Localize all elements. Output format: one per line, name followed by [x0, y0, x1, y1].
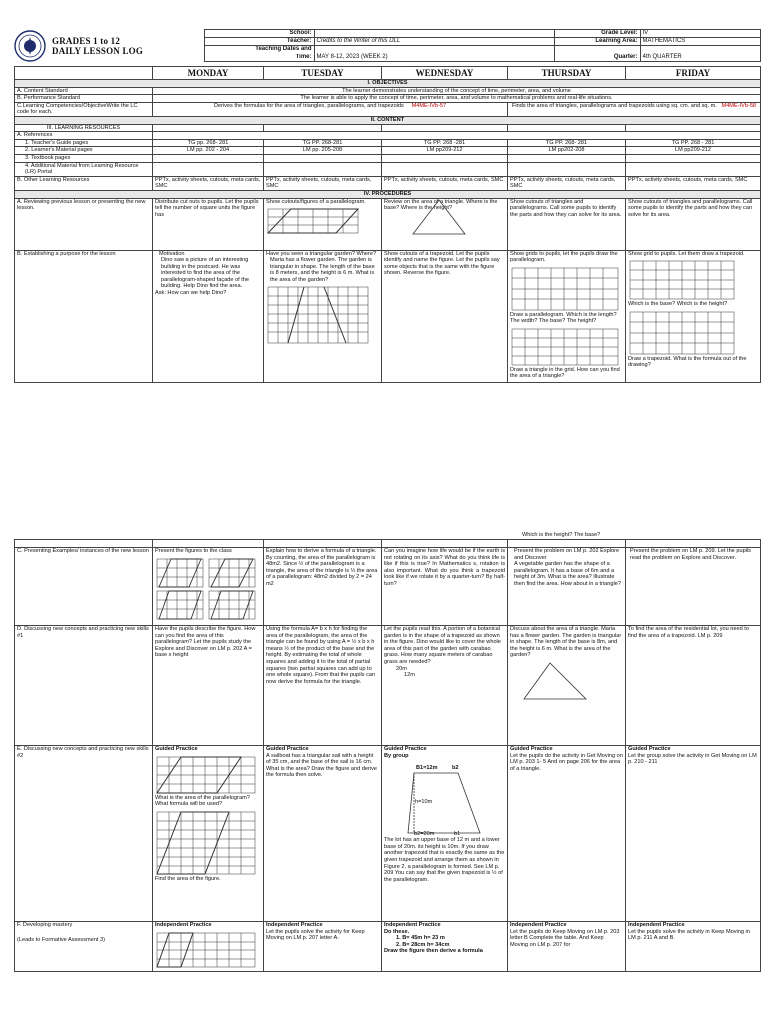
proc-f-tue-text: Let the pupils solve the activity for Keep Moving on LM p. 207 letter A.	[266, 928, 365, 942]
proc-f-wed-do: Do these.	[384, 928, 410, 935]
proc-a-wed	[382, 198, 508, 250]
additional-label: 4. Additional Material from Learning Resource (LR) Portal	[15, 162, 153, 176]
proc-b-mon	[153, 250, 264, 382]
dll-table-page1	[14, 66, 761, 383]
independent-grid	[155, 931, 259, 969]
lm-label: 2. Learner's Material pages	[15, 147, 153, 155]
proc-f-fri	[626, 922, 761, 972]
triangle-grid-figure	[266, 285, 372, 345]
proc-e-wed-text: The lot has an upper base of 12 m and a lower base of 20m. its height is 10m. If you draw another trapezoid that is exactly the same as the given trapezoid and arrange them as shown in Figure 2, a parallelogram is formed. See LM p. 209 You can say that the given trapezoid is ½ of the parallelogram.	[384, 837, 505, 883]
proc-b-tue	[264, 250, 382, 382]
dates-value: MAY 8-12, 2023 (WEEK 2)	[314, 46, 554, 62]
proc-e-tue-guided: Guided Practice	[266, 746, 309, 752]
proc-c-tue: Explain how to derive a formula of a triangle. By counting, the area of the parallelogram is 48m2. Since ½ of the parallelogram is a triangle, the area of the triangle is ½ the area of a parallelogram: 48m2 divided by 2 = 24 m2	[264, 548, 382, 626]
proc-b-thu-1: Show grids to pupils, let the pupils draw the parallelogram.	[510, 250, 618, 264]
proc-f-mon	[153, 922, 264, 972]
proc-f-wed-item2: 2. B= 28cm h= 34cm	[396, 941, 450, 948]
proc-e-thu-guided: Guided Practice	[510, 746, 553, 752]
proc-c-thu-1: Present the problem on LM p. 202 Explore and Discover	[514, 548, 620, 561]
proc-c-label: C. Presenting Examples/ instances of the new lesson	[15, 548, 153, 626]
proc-d-fri: To find the area of the residential lot, you need to find the area of a trapezoid. LM p. 209	[626, 626, 761, 746]
dll-table-page2	[14, 539, 761, 972]
competency-label: C.Learning Competencies/ObjectiveWrite the LC code for each.	[15, 102, 153, 116]
proc-a-wed-text: Review on the area of a triangle. Where is the base? Where is the height?	[384, 198, 498, 212]
proc-d-tue: Using the formula A= b x h for finding the area of the parallelogram, the area of the triangle can be found by using A = ½ x b x h means ½ of the product of the base and the height. By estimating the total of whole squares and adding it to the total of partial squares (two partial squares can add up to one whole square). From that the pupils can now derive the formula for the triangle.	[264, 626, 382, 746]
textbook-label: 3. Textbook pages	[15, 154, 153, 162]
proc-f-label-2: (Leads to Formative Assessment 3)	[17, 936, 105, 943]
thursday-carry-text: Which is the height? The base?	[522, 532, 601, 538]
parallelogram-examples-figure	[155, 557, 259, 623]
proc-f-wed	[382, 922, 508, 972]
lm-thu: LM pp202-208	[508, 147, 626, 155]
tg-thu: TG PP. 268- 281	[508, 139, 626, 147]
proc-c-fri: Present the problem on LM p. 209. Let the pupils read the problem on Explore and Discover.	[626, 548, 761, 626]
proc-c-thu-2: A vegetable garden has the shape of a parallelogram. It has a base of 6m and a height of 3m. What is the area? Illustrate then find the area. How about in a triangle?	[514, 561, 621, 587]
thursday-grid-2	[510, 327, 622, 367]
proc-b-label: B. Establishing a purpose for the lesson	[15, 250, 153, 382]
proc-a-tue	[264, 198, 382, 250]
proc-f-thu	[508, 922, 626, 972]
dates-label-1: Teaching Dates and	[204, 46, 314, 55]
tg-label: 1. Teacher's Guide pages	[15, 139, 153, 147]
lm-mon: LM pp. 202 - 204	[153, 147, 264, 155]
lm-tue: LM pp. 205-208	[264, 147, 382, 155]
proc-e-fri	[626, 746, 761, 922]
proc-e-mon	[153, 746, 264, 922]
thursday-grid-1	[510, 266, 622, 312]
proc-f-mon-independent: Independent Practice	[155, 922, 212, 928]
proc-b-fri-3: Draw a trapezoid. What is the formula out of the drawing?	[628, 355, 747, 369]
other-mon: PPTx, activity sheets, cutouts, meta cards, SMC	[153, 176, 264, 190]
competency-2	[508, 102, 761, 116]
tg-tue: TG PP. 268-281	[264, 139, 382, 147]
proc-f-label-1: F. Developing mastery	[17, 922, 73, 928]
day-thursday: THURSDAY	[508, 67, 626, 80]
proc-f-wed-item1: 1. B= 45m h= 23 m	[396, 935, 445, 942]
proc-b-fri-2: Which is the base? Which is the height?	[628, 301, 728, 308]
proc-e-wed-guided: Guided Practice	[384, 746, 427, 752]
proc-f-thu-text: Let the pupils do Keep Moving on LM p. 203 letter B Complete the table. And Keep Moving on LM p. 207 for	[510, 928, 620, 948]
proc-f-fri-text: Let the pupils solve the activity in Keep Moving in LM p. 211 A and B.	[628, 928, 750, 942]
content-heading: II. CONTENT	[15, 116, 761, 124]
deped-seal-icon	[14, 30, 46, 62]
competency-1-code: M4ME-IVb-57	[411, 102, 447, 109]
proc-b-wed: Show cutouts of a trapezoid. Let the pupils identify and name the figure. Let the pupils say some objects that is the same with the figure shown. Reverse the figure.	[382, 250, 508, 382]
proc-d-mon: Have the pupils describe the figure. How can you find the area of this parallelogram? Let the pupils study the Explore and Discover on LM p. 202 A = base x height	[153, 626, 264, 746]
trap-h-label: h=10m	[415, 799, 433, 806]
area-label: Learning Area:	[554, 38, 640, 46]
teacher-label: Teacher:	[204, 38, 314, 46]
content-standard-label: A. Content Standard	[15, 87, 153, 95]
proc-a-fri: Show cutouts of triangles and parallelograms. Call some pupils to identify the parts and how they can solve for its area.	[626, 198, 761, 250]
trapezoid-figure	[384, 759, 505, 837]
lm-wed: LM pp209-212	[382, 147, 508, 155]
parallelogram-grid-figure	[266, 207, 366, 235]
proc-e-mon-find: Find the area of the figure.	[155, 875, 221, 882]
performance-standard-text: The learner is able to apply the concept of time, perimeter, area, and volume to mathematical problems and real-life situations.	[153, 95, 761, 103]
proc-f-tue	[264, 922, 382, 972]
other-thu: PPTx, activity sheets, cutouts, meta cards, SMC	[508, 176, 626, 190]
proc-d-thu	[508, 626, 626, 746]
proc-b-thu	[508, 250, 626, 382]
day-monday: MONDAY	[153, 67, 264, 80]
proc-e-tue	[264, 746, 382, 922]
proc-e-fri-text: Let the group solve the activity in Get Moving on LM p. 210 - 211	[628, 752, 757, 766]
proc-f-tue-independent: Independent Practice	[266, 922, 323, 928]
proc-b-thu-2: Draw a parallelogram. Which is the length? The width? The base? The height?	[510, 311, 617, 325]
proc-e-fri-guided: Guided Practice	[628, 746, 671, 752]
dates-label-2: Time:	[204, 54, 314, 62]
proc-d-wed-12m: 12m	[404, 672, 415, 679]
day-header-row	[15, 67, 761, 80]
other-fri: PPTx, activity sheets, cutouts, meta cards, SMC	[626, 176, 761, 190]
friday-grid-2	[628, 310, 738, 356]
day-friday: FRIDAY	[626, 67, 761, 80]
trap-b2b-label: b2=20m	[414, 831, 435, 838]
tg-wed: TG PP. 268 -281	[382, 139, 508, 147]
logo-cell	[14, 30, 204, 62]
proc-f-fri-independent: Independent Practice	[628, 922, 685, 928]
teacher-value: Credits to the Writer of this DLL	[314, 38, 554, 46]
quarter-label: Quarter:	[554, 46, 640, 62]
proc-b-mon-ask: Ask: How can we help Dino?	[155, 290, 227, 297]
proc-b-fri-1: Show grid to pupils. Let them draw a trapezoid.	[628, 250, 745, 257]
proc-a-mon: Distribute cut outs to pupils. Let the pupils tell the number of square units the figure has	[153, 198, 264, 250]
proc-d-thu-text: Discuss about the area of a triangle. Maria has a flower garden. The garden is triangular in shape. The length of the base is 8m, and the height is 6 m. What is the area of the garden?	[510, 626, 622, 659]
trap-b1b-label: b1	[454, 831, 461, 838]
competency-1-text: Derives the formulas for the area of triangles, parallelograms, and trapezoids	[213, 102, 404, 109]
other-tue: PPTx, activity sheets, cutouts, meta cards, SMC	[264, 176, 382, 190]
proc-f-wed-draw: Draw the figure then derive a formula	[384, 948, 483, 955]
trap-b2-label: b2	[452, 765, 459, 772]
other-resources-label: B. Other Learning Resources	[15, 176, 153, 190]
proc-c-mon-text: Present the figures to the class	[155, 548, 232, 554]
day-tuesday: TUESDAY	[264, 67, 382, 80]
proc-b-tue-question: Have you seen a triangular garden? Where?	[266, 250, 377, 257]
proc-e-tue-text: A sailboat has a triangular sail with a height of 35 cm, and the base of the sail is 16 cm. What is the area? Draw the figure and derive the formula then solve.	[266, 752, 378, 779]
proc-a-tue-text: Show cutouts/figures of a parallelogram.	[266, 198, 366, 205]
trap-b1-label: B1=12m	[416, 765, 438, 772]
garden-triangle-figure	[520, 659, 590, 703]
proc-a-thu: Show cutouts of triangles and parallelograms. Call some pupils to identify the parts and how they can solve for its area.	[508, 198, 626, 250]
area-value: MATHEMATICS	[640, 38, 760, 46]
proc-c-mon	[153, 548, 264, 626]
lm-fri: LM pp209-212	[626, 147, 761, 155]
proc-f-label	[15, 922, 153, 972]
resources-heading: III. LEARNING RESOURCES	[15, 124, 153, 132]
proc-b-mon-motivation: Motivation	[159, 250, 185, 257]
quarter-value: 4th QUARTER	[640, 46, 760, 62]
friday-grid-1	[628, 259, 738, 301]
proc-f-wed-independent: Independent Practice	[384, 922, 441, 928]
proc-e-wed-group: By group	[384, 752, 409, 759]
proc-d-label: D. Discussing new concepts and practicing new skills #1	[15, 626, 153, 746]
day-wednesday: WEDNESDAY	[382, 67, 508, 80]
grade-value: IV	[640, 30, 760, 38]
performance-standard-label: B. Performance Standard	[15, 95, 153, 103]
proc-e-mon-guided: Guided Practice	[155, 746, 198, 752]
title-line-2: DAILY LESSON LOG	[52, 45, 144, 56]
trapezoid-shape	[384, 759, 504, 837]
proc-f-thu-independent: Independent Practice	[510, 922, 567, 928]
tg-fri: TG PP. 268 - 281	[626, 139, 761, 147]
proc-b-mon-story: Dino saw a picture of an interesting building in the postcard. He was interested to find the area of the parallelogram-shaped façade of the building. Help Dino find the area.	[161, 257, 250, 290]
competency-2-code: M4ME-IVb-58	[721, 102, 757, 109]
header-table	[14, 29, 761, 62]
competency-2-text: Finds the area of triangles, parallelograms and trapezoids using sq. cm. and sq. m.	[511, 102, 717, 109]
competency-1	[153, 102, 508, 116]
proc-e-thu	[508, 746, 626, 922]
proc-d-wed-20m: 20m	[396, 665, 407, 672]
procedures-heading: IV. PROCEDURES	[15, 190, 761, 198]
proc-a-label: A. Reviewing previous lesson or presenting the new lesson.	[15, 198, 153, 250]
title-line-1: GRADES 1 to 12	[52, 35, 121, 46]
school-label: School:	[204, 30, 314, 38]
guided-grid-2	[155, 810, 259, 876]
proc-e-wed	[382, 746, 508, 922]
proc-e-mon-question: What is the area of the parallelogram? What formula will be used?	[155, 794, 250, 808]
proc-d-wed	[382, 626, 508, 746]
objectives-heading: I. OBJECTIVES	[15, 80, 761, 88]
other-wed: PPTx, activity sheets, cutouts, meta cards, SMC	[382, 176, 508, 190]
content-standard-text: The learner demonstrates understanding of the concept of time, perimeter, area, and volume	[153, 87, 761, 95]
proc-e-label: E. Discussing new concepts and practicing new skills #2	[15, 746, 153, 922]
school-value	[314, 30, 554, 38]
proc-c-wed: Can you imagine how life would be if the earth is not rotating on its axis? What do you think life is like if this is true? In Mathematics s, rotation is also important. What do you think a trapezoid look like if we rotate it by a quarter-turn? By half-turn?	[382, 548, 508, 626]
proc-c-thu	[508, 548, 626, 626]
proc-b-tue-problem: Maria has a flower garden. The garden is triangular in shape. The length of the base is 8 meters, and the height is 6 m. What is the area of the garden?	[270, 257, 375, 283]
proc-b-fri	[626, 250, 761, 382]
tg-mon: TG pp. 268- 281	[153, 139, 264, 147]
proc-b-thu-3: Draw a triangle in the grid. How can you find the area of a triangle?	[510, 366, 620, 380]
grade-label: Grade Level:	[554, 30, 640, 38]
proc-e-thu-text: Let the pupils do the activity in Get Moving on LM p. 203 1- 5 And on page 206 for the area of a triangle.	[510, 752, 623, 772]
guided-grid-1	[155, 755, 259, 795]
proc-d-wed-text: Let the pupils read this. A portion of a botanical garden is in the shape of a trapezoid as shown in the figure. Dino would like to cover the whole area of this part of the garden with carabao grass. How many square meters of carabao grass are needed?	[384, 626, 501, 665]
references-label: A. References	[15, 132, 153, 140]
